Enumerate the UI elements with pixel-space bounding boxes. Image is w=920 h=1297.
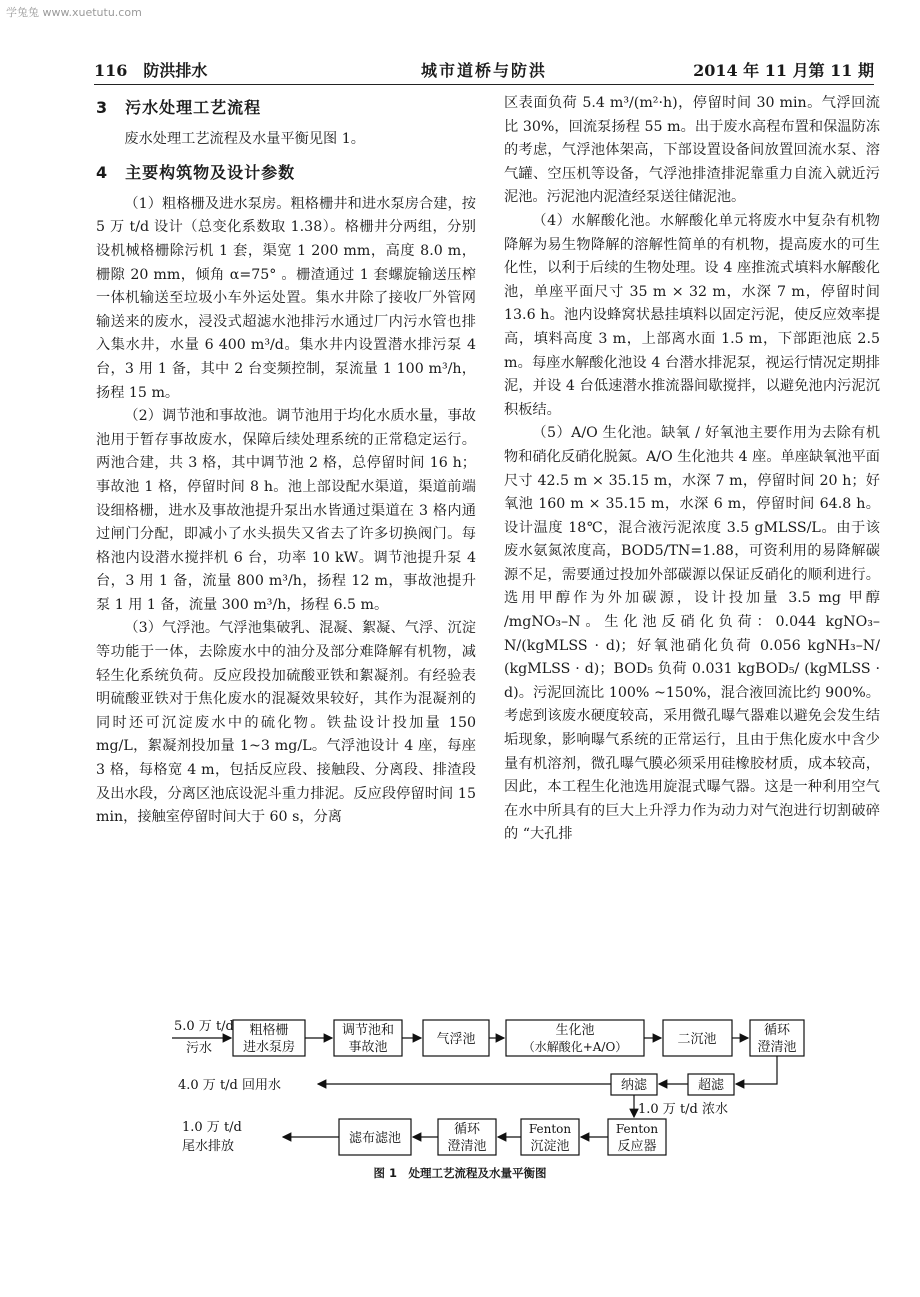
label-coarse-1: 粗格栅 xyxy=(249,1023,289,1038)
label-equal-1: 调节池和 xyxy=(341,1023,395,1038)
box-flotation xyxy=(423,1020,489,1056)
box-equalization xyxy=(334,1020,402,1056)
label-flotation: 气浮池 xyxy=(436,1032,476,1047)
label-coarse-2: 进水泵房 xyxy=(242,1040,296,1055)
page-number-section: 116 防洪排水 xyxy=(94,61,208,80)
box-clarifier-1 xyxy=(750,1020,804,1056)
label-fenton-settle-2: 沉淀池 xyxy=(530,1139,570,1154)
watermark: 学兔兔 www.xuetutu.com xyxy=(6,6,142,19)
box-secondary xyxy=(663,1020,732,1056)
box-fenton-reactor xyxy=(608,1119,666,1155)
label-fenton-settle-1: Fenton xyxy=(528,1122,572,1136)
paragraph-coarse-screen: （1）粗格栅及进水泵房。粗格栅井和进水泵房合建，按 5 万 t/d 设计（总变化系数取 1.38）。格栅井分两组，分别设机械格栅除污机 1 套，渠宽 1 200 mm，高度 8.0 m，栅隙 20 mm，倾角 α=75° 。栅渣通过 1 套螺旋输送压榨一体机输送至垃圾小车外运处置。集水井除了接收厂外管网输送来的废水，浸没式超滤水池排污水通过厂内污水管也排入集水井，水量 6 400 m³/d。集水井内设置潜水排污泵 4 台，3 用 1 备，其中 2 台变频控制，泵流量 1 100 m³/h，扬程 15 m。 xyxy=(96,195,476,401)
paragraph-ao-tank: （5）A/O 生化池。缺氧 / 好氧池主要作用为去除有机物和硝化反硝化脱氮。A/O 生化池共 4 座。单座缺氧池平面尺寸 42.5 m × 35.15 m，水深 7 m，停留时间 20 h；好氧池 160 m × 35.15 m，水深 6 m，停留时间 64.8 h。设计温度 18℃，混合液污泥浓度 3.5 gMLSS/L。由于该废水氨氮浓度高，BOD5/TN=1.88，可资利用的易降解碳源不足，需要通过投加外部碳源以保证反硝化的顺利进行。选用甲醇作为外加碳源，设计投加量 3.5 mg 甲醇 /mgNO₃–N。生化池反硝化负荷：0.044 kgNO₃–N/(kgMLSS · d)；好氧池硝化负荷 0.056 kgNH₃–N/ (kgMLSS · d)；BOD₅ 负荷 0.031 kgBOD₅/ (kgMLSS · d)。污泥回流比 100% ~150%，混合液回流比约 900%。考虑到该废水硬度较高，采用微孔曝气器难以避免会发生结垢现象，影响曝气系统的正常运行，且由于焦化废水中含少量有机溶剂，微孔曝气膜必须采用硅橡胶材质，成本较高，因此，本工程生化池选用旋混式曝气器。这是一种利用空气在水中所具有的巨大上升浮力作为动力对气泡进行切割破碎的 “大孔排 xyxy=(504,425,880,843)
label-fenton-reactor-2: 反应器 xyxy=(617,1139,657,1154)
section-4-heading: 4 主要构筑物及设计参数 xyxy=(96,163,296,183)
paragraph-flotation-cont: 区表面负荷 5.4 m³/(m²·h)，停留时间 30 min。气浮回流比 30%，回流泵扬程 55 m。出于废水高程布置和保温防冻的考虑，气浮池体架高，下部设置设备间放置回流水泵、溶气罐、空压机等设备，气浮池排渣排泥靠重力自流入就近污泥池。污泥池内泥渣经泵送往储泥池。 xyxy=(504,95,880,206)
label-clarifier1-2: 澄清池 xyxy=(757,1040,797,1055)
label-biochem-1: 生化池 xyxy=(555,1023,595,1038)
box-clarifier-2 xyxy=(438,1119,496,1155)
running-header xyxy=(94,54,874,85)
section-3-text: 废水处理工艺流程及水量平衡见图 1。 xyxy=(124,130,365,147)
label-fenton-reactor-1: Fenton xyxy=(615,1122,659,1136)
box-fenton-settling xyxy=(521,1119,579,1155)
box-nanofiltration xyxy=(611,1074,657,1095)
issue-date: 2014 年 11 月第 11 期 xyxy=(693,61,874,80)
journal-title: 城市道桥与防洪 xyxy=(420,61,547,80)
paragraph-equalization: （2）调节池和事故池。调节池用于均化水质水量，事故池用于暂存事故废水，保障后续处理系统的正常稳定运行。两池合建，共 3 格，其中调节池 2 格，总停留时间 16 h；事故池 1 格，停留时间 8 h。池上部设配水渠道，渠道前端设细格栅，进水及事故池提升泵出水皆通过渠道在 3 格内通过闸门分配，即减小了水头损失又省去了许多切换阀门。每格池内设潜水搅拌机 6 台，功率 10 kW。调节池提升泵 4 台，3 用 1 备，流量 800 m³/h，扬程 12 m，事故池提升泵 1 用 1 备，流量 300 m³/h，扬程 6.5 m。 xyxy=(96,408,476,613)
label-inflow-2: 污水 xyxy=(186,1041,213,1056)
box-biochem xyxy=(506,1020,644,1056)
arrow-6 xyxy=(736,1056,777,1084)
label-equal-2: 事故池 xyxy=(348,1040,388,1055)
box-cloth-filter xyxy=(339,1119,411,1155)
label-cloth-filter: 滤布滤池 xyxy=(348,1131,402,1146)
box-ultrafiltration xyxy=(688,1074,734,1095)
label-inflow-1: 5.0 万 t/d xyxy=(174,1019,234,1034)
paragraph-flotation: （3）气浮池。气浮池集破乳、混凝、絮凝、气浮、沉淀等功能于一体，去除废水中的油分及部分难降解有机物，减轻生化系统负荷。反应段投加硫酸亚铁和絮凝剂。有经验表明硫酸亚铁对于焦化废水的混凝效果较好，其作为混凝剂的同时还可沉淀废水中的硫化物。铁盐设计投加量 150 mg/L，絮凝剂投加量 1~3 mg/L。气浮池设计 4 座，每座 3 格，每格宽 4 m，包括反应段、接触段、分离段、排渣段及出水段，分离区池底设泥斗重力排泥。反应段停留时间 15 min，接触室停留时间大于 60 s，分离 xyxy=(96,620,476,826)
label-nanofiltration: 纳滤 xyxy=(620,1078,648,1093)
label-secondary: 二沉池 xyxy=(677,1032,717,1047)
right-column xyxy=(504,92,880,847)
label-ultrafiltration: 超滤 xyxy=(697,1078,725,1093)
figure-caption: 图 1 处理工艺流程及水量平衡图 xyxy=(373,1166,547,1180)
left-column xyxy=(96,90,476,830)
box-coarse-screen xyxy=(233,1020,305,1056)
label-concentrate: 1.0 万 t/d 浓水 xyxy=(638,1102,728,1117)
label-biochem-2: （水解酸化+A/O） xyxy=(522,1040,628,1054)
label-discharge-1: 1.0 万 t/d xyxy=(182,1120,242,1135)
section-3-heading: 3 污水处理工艺流程 xyxy=(96,98,262,117)
label-clarifier2-2: 澄清池 xyxy=(447,1139,487,1154)
label-clarifier1-1: 循环 xyxy=(763,1023,791,1038)
label-reuse: 4.0 万 t/d 回用水 xyxy=(178,1078,281,1093)
label-discharge-2: 尾水排放 xyxy=(182,1139,235,1154)
paragraph-hydrolysis: （4）水解酸化池。水解酸化单元将废水中复杂有机物降解为易生物降解的溶解性简单的有机物，提高废水的可生化性，以利于后续的生物处理。设 4 座推流式填料水解酸化池，单座平面尺寸 35 m × 32 m，水深 7 m，停留时间 13.6 h。池内设蜂窝状悬挂填料以固定污泥，使反应效率提高，填料高度 3 m，上部离水面 1.5 m，下部距池底 2.5 m。每座水解酸化池设 4 台潜水排泥泵，视运行情况定期排泥，并设 4 台低速潜水推流器间歇搅拌，以避免池内污泥沉积板结。 xyxy=(504,212,880,418)
label-clarifier2-1: 循环 xyxy=(453,1122,481,1137)
